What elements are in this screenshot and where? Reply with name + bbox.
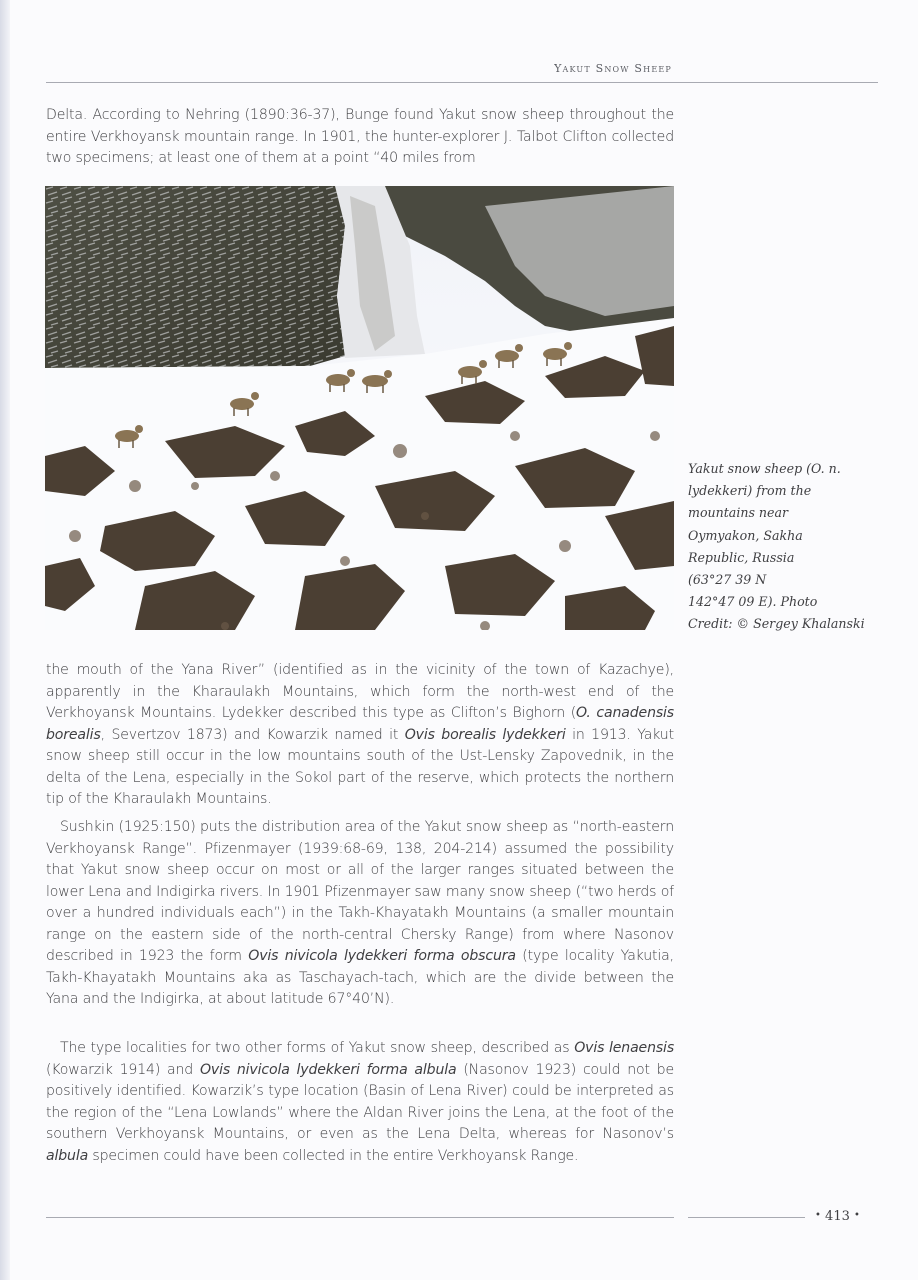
page-number-text: 413 [825,1209,850,1224]
caption-line: Credit: © Sergey Khalanski [688,616,865,632]
italic-term: Ovis nivicola lydekkeri forma albula [199,1061,457,1078]
caption-line: (63°27 39 N [688,572,767,588]
header-rule [46,82,878,83]
italic-term: Ovis nivicola lydekkeri forma obscura [248,948,516,964]
photo-caption [688,458,888,636]
italic-term: Ovis lenaensis [574,1040,675,1056]
footer-rule-short [688,1217,805,1218]
page-number [815,1209,885,1224]
folio-bullet-icon: • [815,1210,821,1221]
italic-term: Ovis borealis lydekkeri [404,726,566,743]
caption-line: Oymyakon, Sakha [688,527,803,543]
paragraph-2: the mouth of the Yana River” (identified as in the vicinity of the town of Kazachye), apparently in the Kharaulakh Mountains, which form the north-west end of the Verkhoyansk Mountains. Lydekker described this type as Clifton’s Bighorn (O. canadensis borealis, Severtzov 1873) and Kowarzik named it Ovis borealis lydekkeri in 1913. Yakut snow sheep still occur in the low mountains south of the Ust-Lensky Zapovednik, in the delta of the Lena, especially in the Sokol part of the reserve, which protects the northern tip of the Kharaulakh Mountains. [46,662,674,807]
folio-bullet-icon: • [854,1210,860,1221]
caption-line: 142°47 09 E). Photo [688,594,818,610]
page-binding-edge [0,0,10,1280]
caption-line: lydekkeri) from the [688,483,812,499]
caption-line: Republic, Russia [688,549,795,565]
caption-line: Yakut snow sheep (O. n. [688,461,841,476]
caption-line: mountains near [688,505,789,521]
italic-term: albula [46,1147,89,1164]
snow-sheep-photo [45,186,674,630]
running-head: Yakut Snow Sheep [554,62,672,75]
paragraph-4: The type localities for two other forms of Yakut snow sheep, described as Ovis lenaensis (Kowarzik 1914) and Ovis nivicola lydekkeri forma albula (Nasonov 1923) could not be positively identified. Kowarzik’s type location (Basin of Lena River) could be interpreted as the region of the “Lena Lowlands” where the Aldan River joins the Lena, at the foot of the southern Verkhoyansk Mountains, or even as the Lena Delta, whereas for Nasonov’s albula specimen could have been collected in the entire Verkhoyansk Range. [46,1040,675,1164]
paragraph-3: Sushkin (1925:150) puts the distribution area of the Yakut snow sheep as “north-eastern Verkhoyansk Range”. Pfizenmayer (1939:68-69, 138, 204-214) assumed the possibility that Yakut snow sheep occur on most or all of the larger ranges situated between the lower Lena and Indigirka rivers. In 1901 Pfizenmayer saw many snow sheep (“two herds of over a hundred individuals each”) in the Takh-Khayatakh Mountains (a smaller mountain range on the eastern side of the north-central Chersky Range) from where Nasonov described in 1923 the form Ovis nivicola lydekkeri forma obscura (type locality Yakutia, Takh-Khayatakh Mountains aka as Taschayach-tach, which are the divide between the Yana and the Indigirka, at about latitude 67°40’N). [46,819,674,1007]
footer-rule [46,1217,674,1218]
italic-term: O. canadensis borealis [46,705,674,743]
paragraph-1: Delta. According to Nehring (1890:36-37), Bunge found Yakut snow sheep throughout the entire Verkhoyansk mountain range. In 1901, the hunter-explorer J. Talbot Clifton collected two specimens; at least one of them at a point “40 miles from [46,107,674,166]
